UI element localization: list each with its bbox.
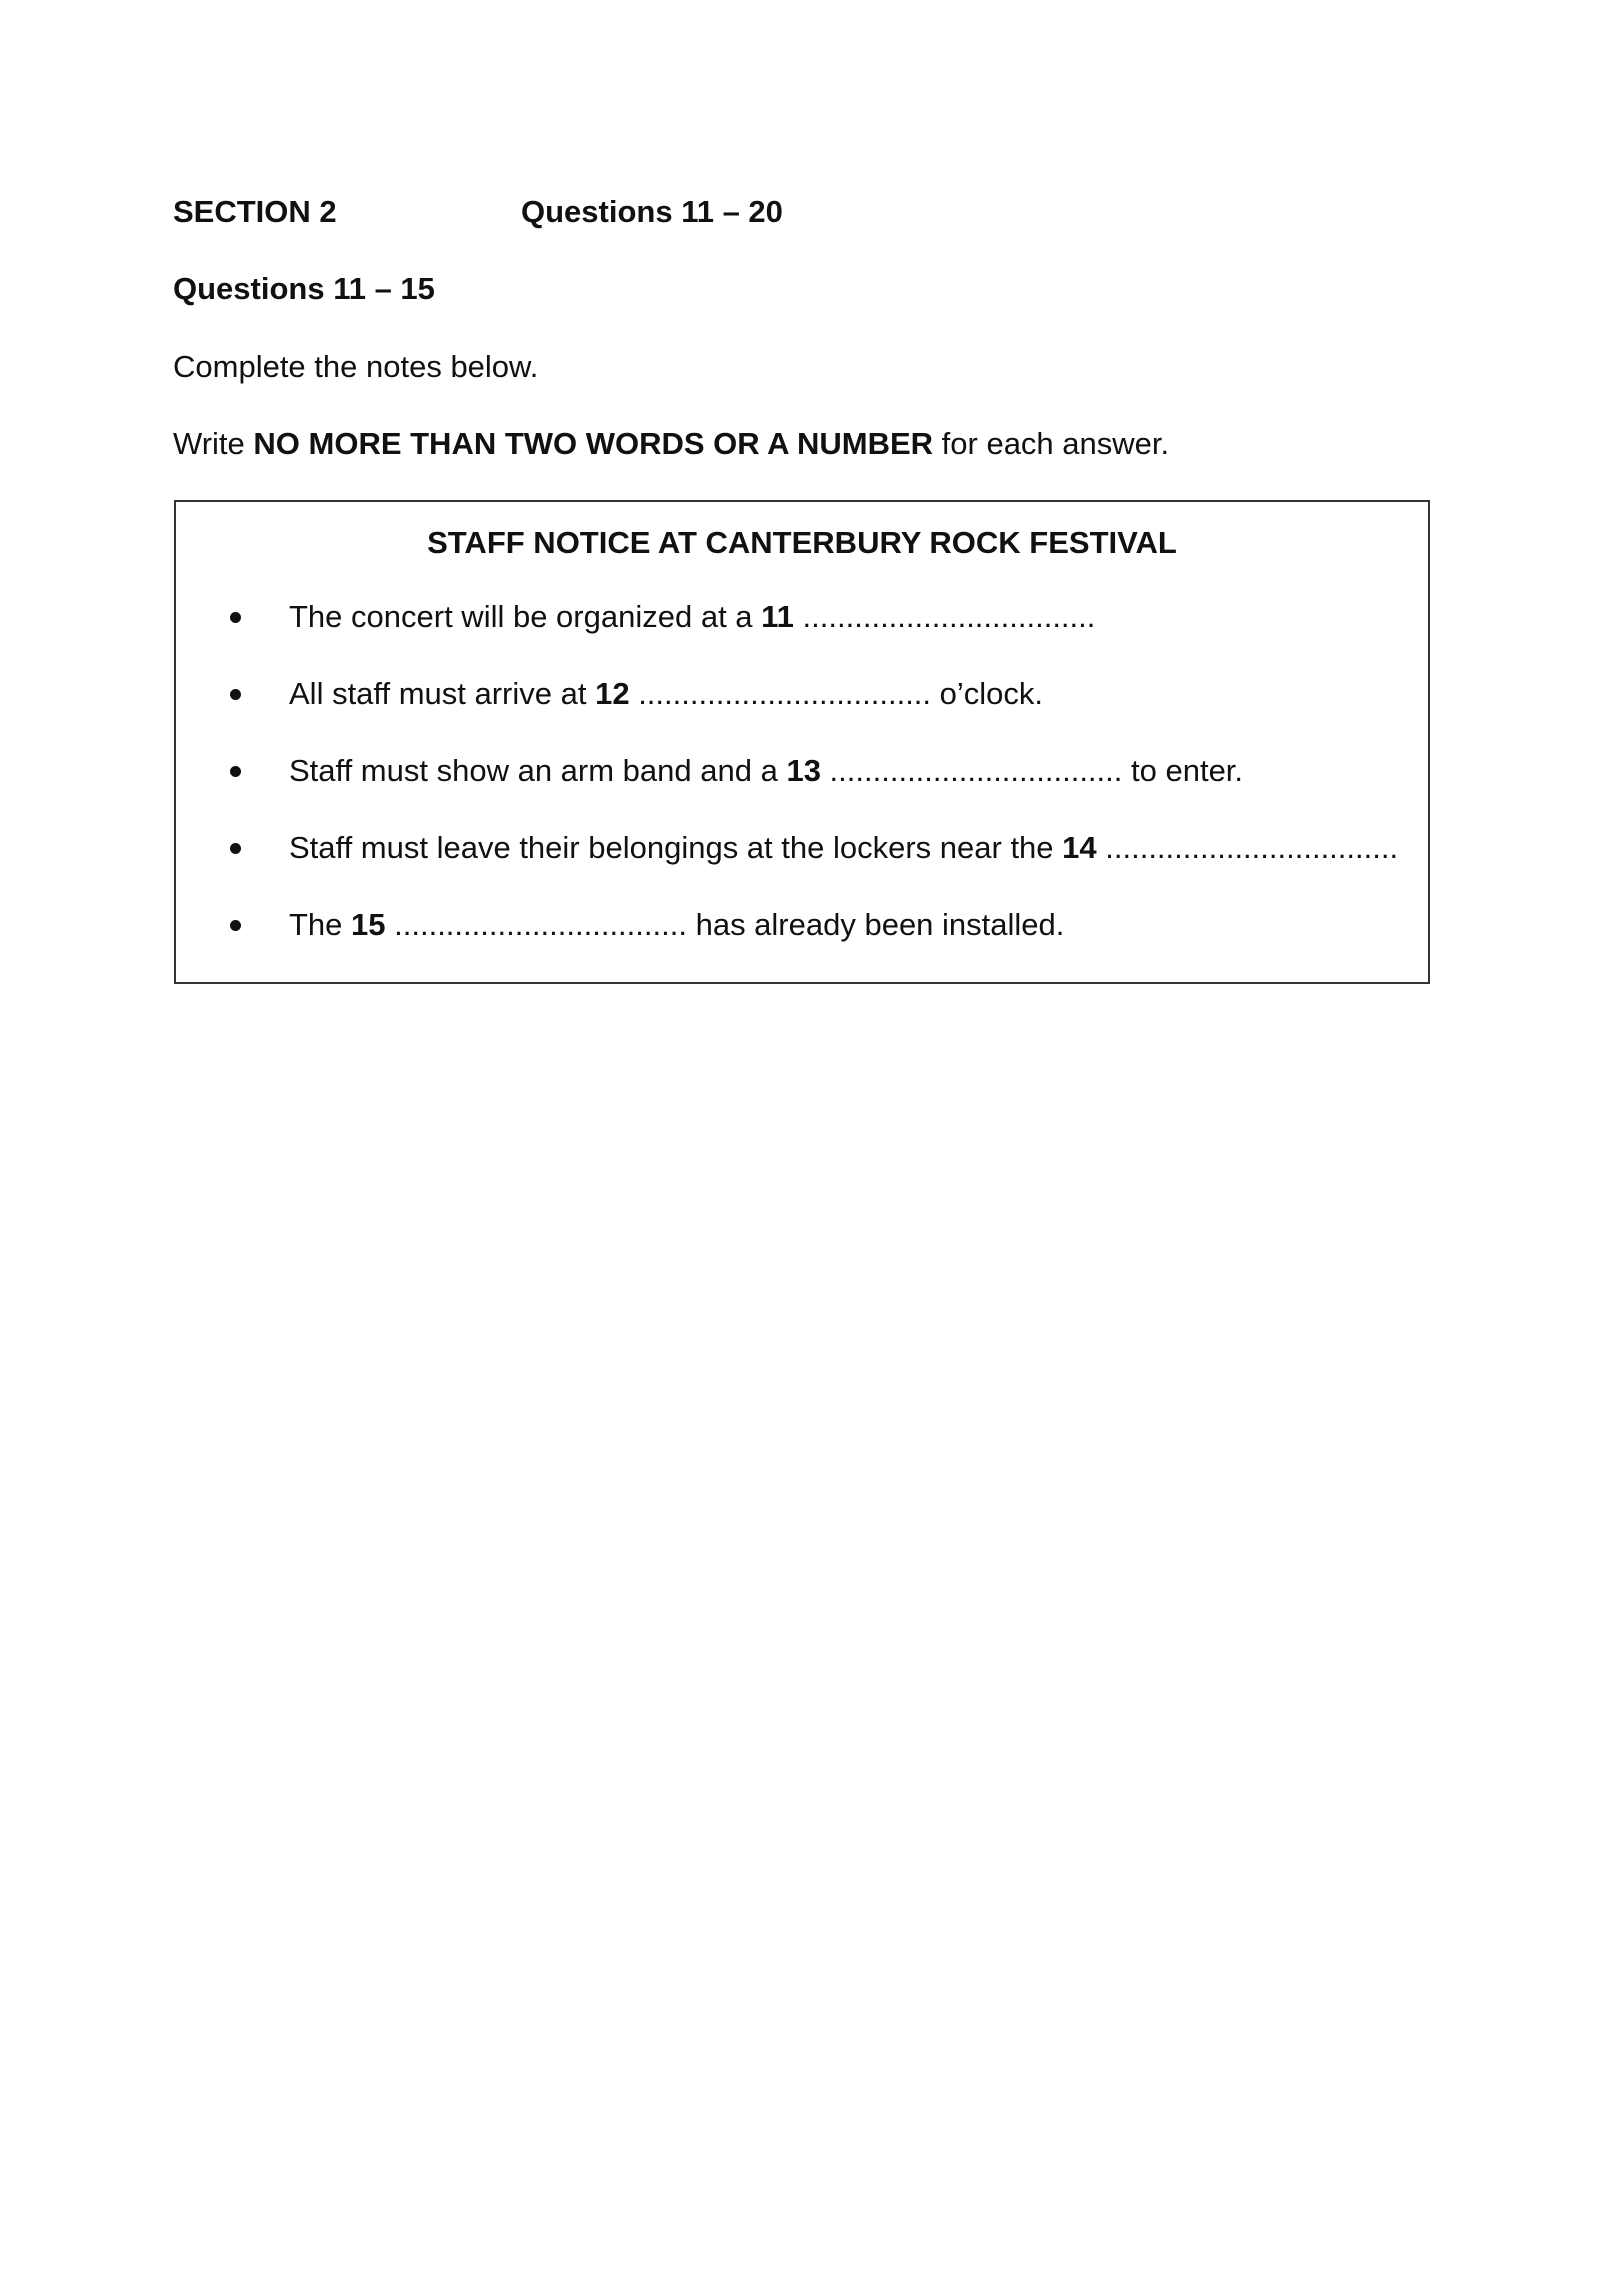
- notes-box: [174, 500, 1430, 984]
- section-label: SECTION 2: [173, 194, 337, 229]
- answer-blank-14[interactable]: ..................................: [1096, 830, 1399, 865]
- bullet-icon: [230, 612, 241, 623]
- note-after-13: to enter.: [1122, 753, 1244, 788]
- note-text-12: [289, 674, 1043, 714]
- note-text-15: [289, 905, 1064, 945]
- answer-blank-12[interactable]: ..................................: [629, 676, 932, 711]
- question-number-11: 11: [761, 599, 794, 634]
- note-before-11: The concert will be organized at a: [289, 599, 762, 634]
- note-item-14: [176, 828, 1428, 868]
- instruction-word-limit-bold: NO MORE THAN TWO WORDS OR A NUMBER: [253, 426, 934, 461]
- answer-blank-13[interactable]: ..................................: [820, 753, 1123, 788]
- question-number-12: 12: [595, 676, 630, 711]
- note-after-15: has already been installed.: [686, 907, 1065, 942]
- note-before-12: All staff must arrive at: [289, 676, 596, 711]
- note-item-15: [176, 905, 1428, 945]
- bullet-icon: [230, 689, 241, 700]
- bullet-icon: [230, 920, 241, 931]
- instruction-prefix: Write: [173, 426, 254, 461]
- question-number-14: 14: [1062, 830, 1097, 865]
- section-heading: [173, 192, 783, 232]
- note-text-14: [289, 828, 1398, 868]
- note-before-14: Staff must leave their belongings at the lockers near the: [289, 830, 1063, 865]
- note-before-15: The: [289, 907, 352, 942]
- bullet-icon: [230, 766, 241, 777]
- instruction-complete-notes: Complete the notes below.: [173, 349, 539, 384]
- notes-title: STAFF NOTICE AT CANTERBURY ROCK FESTIVAL: [427, 525, 1177, 560]
- questions-subheading: Questions 11 – 15: [173, 271, 435, 306]
- answer-blank-11[interactable]: ..................................: [793, 599, 1096, 634]
- questions-range: Questions 11 – 20: [521, 194, 783, 229]
- note-item-12: [176, 674, 1428, 714]
- instruction-suffix: for each answer.: [933, 426, 1170, 461]
- note-before-13: Staff must show an arm band and a: [289, 753, 787, 788]
- note-text-11: [289, 597, 1095, 637]
- question-number-13: 13: [786, 753, 821, 788]
- instruction-word-limit: [173, 424, 1169, 464]
- note-item-13: [176, 751, 1428, 791]
- question-number-15: 15: [351, 907, 386, 942]
- note-item-11: [176, 597, 1428, 637]
- note-after-12: o’clock.: [931, 676, 1044, 711]
- answer-blank-15[interactable]: ..................................: [385, 907, 687, 942]
- bullet-icon: [230, 843, 241, 854]
- note-text-13: [289, 751, 1243, 791]
